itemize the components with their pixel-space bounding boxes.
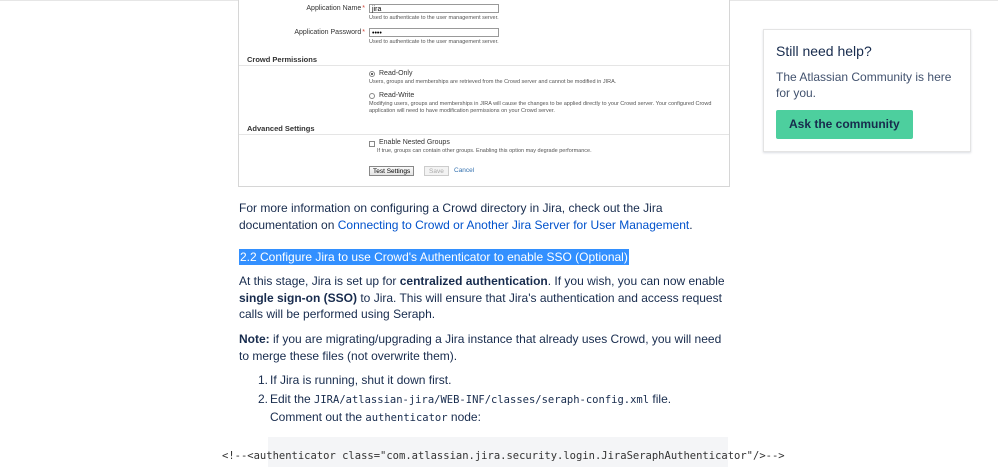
nested-groups-desc: If true, groups can contain other groups. Enabling this option may degrade performance. xyxy=(377,148,592,154)
nested-groups-checkbox[interactable] xyxy=(369,141,375,147)
divider xyxy=(239,134,729,135)
required-mark: * xyxy=(362,5,365,12)
crowd-config-screenshot xyxy=(238,0,730,187)
authenticator-code: authenticator xyxy=(365,411,448,424)
code-snippet: <!--<authenticator class="com.atlassian.jira.security.login.JiraSeraphAuthenticator"/>--> xyxy=(222,450,785,462)
cancel-link[interactable]: Cancel xyxy=(454,167,475,174)
app-password-label: Application Password* xyxy=(294,29,365,36)
help-text: The Atlassian Community is here for you. xyxy=(776,70,952,100)
read-write-desc: Modifying users, groups and memberships in JIRA will cause the changes to be applied directly to your Crowd server. Your configured Crowd application will need to have modification permissions on your Crowd server. xyxy=(369,101,712,114)
read-only-desc: Users, groups and memberships are retrieved from the Crowd server and cannot be modified in JIRA. xyxy=(369,79,617,85)
test-settings-button[interactable]: Test Settings xyxy=(369,166,414,176)
advanced-settings-heading: Advanced Settings xyxy=(247,124,315,133)
save-button[interactable]: Save xyxy=(424,166,449,176)
divider xyxy=(239,65,729,66)
step-1: 1. If Jira is running, shut it down first. xyxy=(258,373,452,387)
nested-groups-label: Enable Nested Groups xyxy=(379,139,450,146)
app-password-input[interactable]: •••• xyxy=(369,28,499,37)
required-mark: * xyxy=(362,29,365,36)
help-title: Still need help? xyxy=(776,43,872,59)
note-paragraph: Note: if you are migrating/upgrading a Jira instance that already uses Crowd, you will need to merge these files (not overwrite them). xyxy=(239,332,722,363)
app-name-hint: Used to authenticate to the user management server. xyxy=(369,15,499,21)
read-write-radio[interactable] xyxy=(369,93,375,99)
read-only-label: Read-Only xyxy=(379,70,413,77)
stage-paragraph: At this stage, Jira is set up for centralized authentication. If you wish, you can now enable single sign-on (SSO) to Jira. This will ensure that Jira's authentication and access request calls will be performed using Seraph. xyxy=(239,274,725,321)
app-name-input[interactable]: jira xyxy=(369,4,499,13)
section-heading-selected: 2.2 Configure Jira to use Crowd's Authenticator to enable SSO (Optional) xyxy=(240,250,628,264)
crowd-permissions-heading: Crowd Permissions xyxy=(247,55,318,64)
ask-community-button[interactable]: Ask the community xyxy=(776,110,913,139)
app-password-hint: Used to authenticate to the user management server. xyxy=(369,39,499,45)
crowd-docs-link[interactable]: Connecting to Crowd or Another Jira Server for User Management xyxy=(337,217,690,232)
app-name-label: Application Name* xyxy=(306,5,365,12)
help-card xyxy=(763,29,971,152)
seraph-config-path: JIRA/atlassian-jira/WEB-INF/classes/seraph-config.xml xyxy=(314,394,650,406)
more-info-paragraph: For more information on configuring a Crowd directory in Jira, check out the Jira documentation on Connecting to Crowd or Another Jira Server for User Management. xyxy=(239,201,693,232)
code-block xyxy=(222,437,785,467)
read-write-label: Read-Write xyxy=(379,92,415,99)
step-2: 2. Edit the JIRA/atlassian-jira/WEB-INF/classes/seraph-config.xml file. Comment out the authenticator node: xyxy=(258,392,672,424)
read-only-radio[interactable] xyxy=(369,71,375,77)
